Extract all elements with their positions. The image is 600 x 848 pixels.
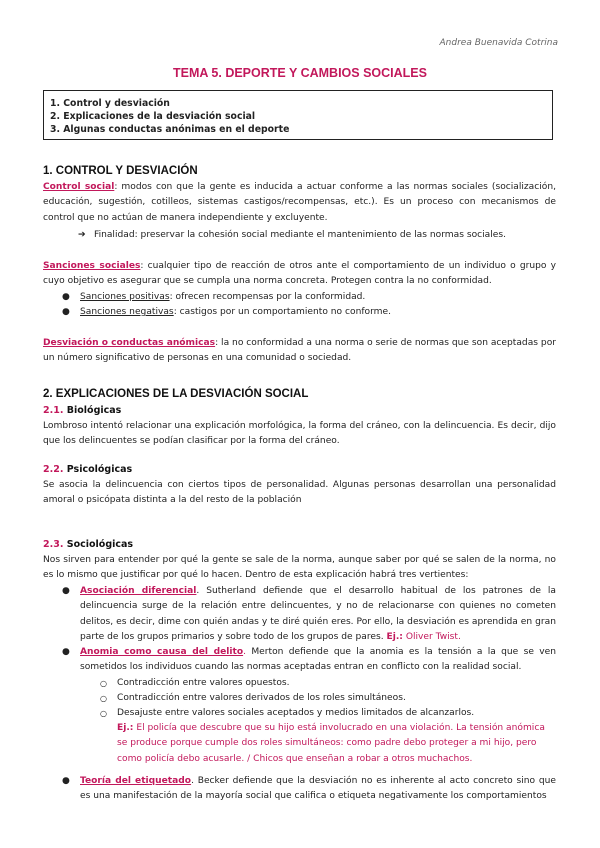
circle-bullet-icon: ○: [100, 679, 107, 688]
subsection-title: Biológicas: [66, 405, 122, 416]
sanciones-text: : cualquier tipo de reacción de otros ante el comportamiento de un individuo o grupo y cuyo objetivo es asegurar que se cumpla una norma concreta. Protegen contra la no conformidad.: [43, 261, 557, 287]
anomia-text: Merton defiende que la anomia es la tensión a la que se ven sometidos los individuos cuando las normas aceptadas entran en conflicto con la realidad social.: [80, 647, 556, 673]
sub-item-text: Contradicción entre valores derivados de los roles simultáneos.: [117, 693, 406, 703]
psicologicas-paragraph: Se asocia la delincuencia con ciertos tipos de personalidad. Algunas personas desarrollan una personalidad amoral o psicópata distinta a la del resto de la población: [43, 480, 556, 506]
example-label: Ej.:: [117, 723, 134, 733]
page-title: TEMA 5. DEPORTE Y CAMBIOS SOCIALES: [173, 66, 427, 80]
toc-item: 3. Algunas conductas anónimas en el deporte: [50, 124, 290, 135]
desviacion-paragraph: [43, 336, 556, 367]
anomia-example: [117, 721, 557, 767]
example-label: Ej.:: [386, 631, 403, 642]
author-name: Andrea Buenavida Cotrina: [439, 38, 558, 48]
subsection-heading-sociologicas: [43, 539, 133, 550]
sanciones-positivas-term: Sanciones positivas: [80, 292, 170, 302]
control-social-term: Control social: [43, 182, 115, 192]
anomia-term: Anomia como causa del delito: [80, 647, 244, 657]
desviacion-text: : la no conformidad a una norma o serie de normas que son aceptadas por un número significativo de personas en una comunidad o sociedad.: [43, 338, 556, 364]
list-item: [62, 290, 556, 305]
list-item: [100, 706, 556, 721]
list-item: [62, 645, 556, 676]
section-2-heading: 2. EXPLICACIONES DE LA DESVIACIÓN SOCIAL: [43, 388, 309, 400]
subsection-number: 2.3.: [43, 539, 64, 550]
bullet-icon: ●: [62, 307, 70, 317]
sociologicas-paragraph: Nos sirven para entender por qué la gente se sale de la norma, aunque saber por qué se salen de la norma, no es lo mismo que justificar por qué lo hacen. Dentro de esta explicación habrá tres vertientes:: [43, 555, 556, 581]
asociacion-term: Asociación diferencial: [80, 586, 197, 596]
table-of-contents: [43, 90, 553, 140]
subsection-heading-psicologicas: [43, 464, 132, 475]
finalidad-text: Finalidad: preservar la cohesión social mediante el mantenimiento de las normas sociales.: [94, 230, 506, 240]
subsection-title: Sociológicas: [66, 539, 134, 550]
list-item: [100, 676, 556, 691]
sanciones-term: Sanciones sociales: [43, 261, 141, 271]
control-social-paragraph: [43, 180, 556, 226]
asociacion-text: . Sutherland defiende que el desarrollo habitual de los patrones de la delincuencia surge de la relación entre delincuentes, y no de relacionarse con quienes no cometen delitos, es decir, dime con quién andas y te diré quién eres. Por ello, la desviación es aprendida en gran parte de los grupos primarios y sobre todo de los grupos de pares.: [80, 586, 556, 642]
bullet-icon: ●: [62, 586, 70, 596]
sanciones-negativas-text: : castigos por un comportamiento no conforme.: [173, 307, 392, 317]
circle-bullet-icon: ○: [100, 694, 107, 703]
list-item: [100, 691, 556, 706]
sanciones-positivas-text: : ofrecen recompensas por la conformidad.: [169, 292, 366, 302]
sanciones-paragraph: [43, 259, 556, 290]
subsection-heading-biologicas: [43, 405, 121, 416]
list-item: [62, 584, 556, 645]
bullet-icon: ●: [62, 776, 70, 786]
etiquetado-term: Teoría del etiquetado: [80, 776, 192, 786]
bullet-icon: ●: [62, 292, 70, 302]
sanciones-negativas-term: Sanciones negativas: [80, 307, 174, 317]
bullet-icon: ●: [62, 647, 70, 657]
etiquetado-text: . Becker defiende que la desviación no es inherente al acto concreto sino que es una manifestación de la mayoría social que califica o etiqueta negativamente los comportamientos: [80, 776, 556, 802]
list-item: [62, 305, 556, 320]
sub-item-text: Contradicción entre valores opuestos.: [117, 678, 290, 688]
finalidad-line: [78, 228, 506, 243]
circle-bullet-icon: ○: [100, 709, 107, 718]
subsection-number: 2.1.: [43, 405, 64, 416]
subsection-number: 2.2.: [43, 464, 64, 475]
toc-item: 2. Explicaciones de la desviación social: [50, 111, 256, 122]
anomia-example-text: El policía que descubre que su hijo está involucrado en una violación. La tensión anómica se produce porque cumple dos roles simultáneos: como padre debo proteger a mi hijo, pero como policía debo acusarle. / Chicos que enseñan a robar a otros muchachos.: [117, 723, 545, 764]
arrow-icon: ➔: [78, 230, 86, 240]
anomia-dot: .: [243, 647, 246, 657]
desviacion-term: Desviación o conductas anómicas: [43, 338, 216, 348]
asociacion-example: Oliver Twist.: [405, 631, 461, 642]
toc-item: 1. Control y desviación: [50, 98, 170, 109]
control-social-text: : modos con que la gente es inducida a actuar conforme a las normas sociales (socialización, educación, sugestión, cotilleos, sistemas castigos/recompensas, etc.). Es un proceso con mecanismos de control que no actúan de manera independiente y excluyente.: [43, 182, 556, 223]
subsection-title: Psicológicas: [66, 464, 133, 475]
biologicas-paragraph: Lombroso intentó relacionar una explicación morfológica, la forma del cráneo, con la delincuencia. Es decir, dijo que los delincuentes se podían clasificar por la forma del cráneo.: [43, 421, 556, 447]
list-item: [62, 774, 556, 805]
section-1-heading: 1. CONTROL Y DESVIACIÓN: [43, 165, 198, 177]
sub-item-text: Desajuste entre valores sociales aceptados y medios limitados de alcanzarlos.: [117, 708, 475, 718]
